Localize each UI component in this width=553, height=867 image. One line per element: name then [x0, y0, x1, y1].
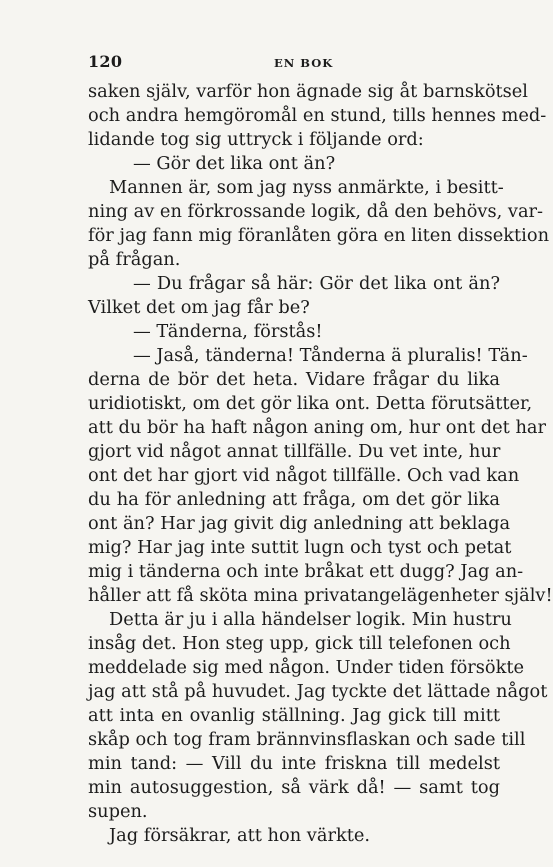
text-line: ning av en förkrossande logik, då den behövs, var- [88, 201, 544, 222]
text-line: Mannen är, som jag nyss anmärkte, i besitt- [109, 177, 504, 198]
text-line: insåg det. Hon steg upp, gick till telefonen och [88, 633, 511, 654]
text-line: mig i tänderna och inte bråkat ett dugg? Jag an- [88, 561, 524, 582]
text-line: du ha för anledning att fråga, om det gör lika [88, 489, 500, 510]
text-line: Detta är ju i alla händelser logik. Min hustru [109, 609, 512, 630]
text-line: — Gör det lika ont än? [133, 153, 336, 174]
text-line: lidande tog sig uttryck i följande ord: [88, 129, 424, 150]
text-line: meddelade sig med någon. Under tiden försökte [88, 657, 525, 678]
text-line: gjort vid något annat tillfälle. Du vet inte, hur [88, 441, 501, 462]
text-line: uridiotiskt, om det gör lika ont. Detta förutsätter, [88, 393, 533, 414]
text-line: för jag fann mig föranlåten göra en liten dissektion [88, 225, 550, 246]
text-line: jag att stå på huvudet. Jag tyckte det lättade något [88, 681, 548, 702]
text-line: att inta en ovanlig ställning. Jag gick till mitt [88, 705, 500, 726]
text-line: derna de bör det heta. Vidare frågar du lika [88, 369, 500, 390]
text-line: mig? Har jag inte suttit lugn och tyst och petat [88, 537, 512, 558]
text-line: ont det har gjort vid något tillfälle. Och vad kan [88, 465, 520, 486]
text-line: supen. [88, 801, 148, 822]
text-line: ont än? Har jag givit dig anledning att beklaga [88, 513, 511, 534]
text-line: — Tänderna, förstås! [133, 321, 323, 342]
body-text [88, 80, 553, 848]
text-line: min tand: — Vill du inte friskna till medelst [88, 753, 500, 774]
running-title: EN BOK [274, 56, 334, 70]
text-line: skåp och tog fram brännvinsflaskan och sade till [88, 729, 526, 750]
text-line: — Jaså, tänderna! Tånderna ä pluralis! Tän- [133, 345, 528, 366]
text-line: Jag försäkrar, att hon värkte. [109, 825, 371, 846]
text-line: och andra hemgöromål en stund, tills hennes med- [88, 105, 547, 126]
text-line: Vilket det om jag får be? [88, 297, 310, 318]
page-header [88, 52, 497, 76]
text-line: att du bör ha haft någon aning om, hur ont det har [88, 417, 547, 438]
text-line: håller att få sköta mina privatangelägenheter själv! [88, 585, 553, 606]
page-number: 120 [88, 52, 123, 71]
text-line: på frågan. [88, 249, 181, 270]
text-line: min autosuggestion, så värk då! — samt tog [88, 777, 500, 798]
text-line: saken själv, varför hon ägnade sig åt barnskötsel [88, 81, 528, 102]
text-line: — Du frågar så här: Gör det lika ont än? [133, 273, 500, 294]
